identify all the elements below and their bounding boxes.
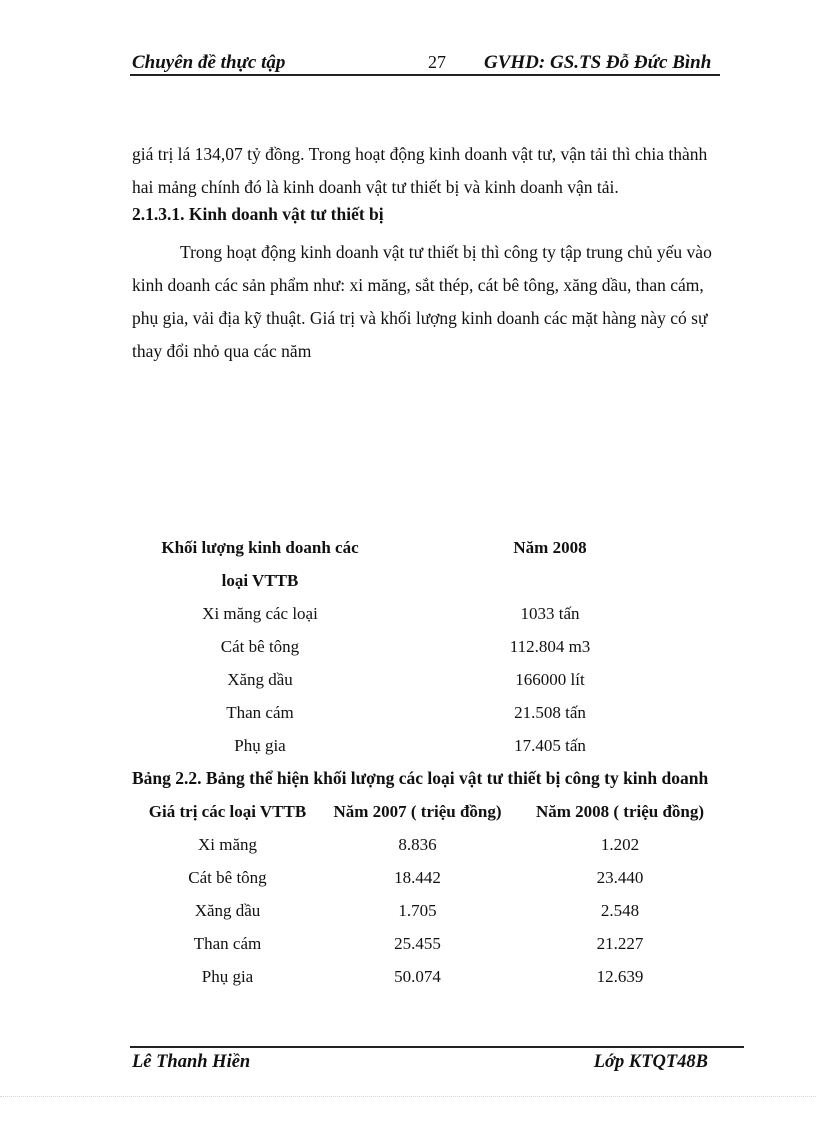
value-2007: 50.074 bbox=[394, 967, 441, 986]
volume-item: Cát bê tông bbox=[220, 637, 300, 656]
volume-item: Xi măng các loại bbox=[202, 604, 318, 623]
value-item: Phụ gia bbox=[201, 967, 254, 986]
volume-item: Than cám bbox=[226, 703, 294, 722]
page-header bbox=[130, 50, 720, 76]
page-number: 27 bbox=[428, 52, 446, 72]
volume-value: 112.804 m3 bbox=[509, 637, 591, 656]
volume-header-line2: loại VTTB bbox=[221, 571, 299, 590]
paragraph-line: hai mảng chính đó là kinh doanh vật tư thiết bị và kinh doanh vận tải. bbox=[132, 177, 619, 197]
value-2007: 1.705 bbox=[398, 901, 437, 920]
value-2007: 8.836 bbox=[398, 835, 437, 854]
value-header-2007: Năm 2007 ( triệu đồng) bbox=[333, 802, 502, 821]
paragraph-business bbox=[132, 236, 742, 368]
paragraph-line: phụ gia, vải địa kỹ thuật. Giá trị và khối lượng kinh doanh các mặt hàng này có sự bbox=[132, 308, 708, 328]
value-2008: 1.202 bbox=[600, 835, 640, 854]
value-2008: 21.227 bbox=[596, 934, 644, 953]
paragraph-line: giá trị lá 134,07 tỷ đồng. Trong hoạt động kinh doanh vật tư, vận tải thì chia thành bbox=[132, 144, 708, 164]
volume-item: Phụ gia bbox=[234, 736, 286, 755]
value-item: Xi măng bbox=[197, 835, 258, 854]
value-2008: 12.639 bbox=[596, 967, 644, 986]
value-2008: 23.440 bbox=[596, 868, 644, 887]
volume-value: 21.508 tấn bbox=[514, 703, 586, 722]
value-item: Cát bê tông bbox=[188, 868, 267, 887]
footer-author: Lê Thanh Hiền bbox=[132, 1052, 251, 1072]
volume-header-line1: Khối lượng kinh doanh các bbox=[161, 538, 359, 557]
volume-item: Xăng dầu bbox=[227, 670, 293, 689]
value-item: Xăng dầu bbox=[194, 901, 261, 920]
value-2008: 2.548 bbox=[600, 901, 640, 920]
value-item: Than cám bbox=[193, 934, 262, 953]
value-2007: 18.442 bbox=[394, 868, 441, 887]
paragraph-intro bbox=[132, 138, 742, 204]
value-header-item: Giá trị các loại VTTB bbox=[148, 802, 307, 821]
footer-class: Lớp KTQT48B bbox=[593, 1052, 708, 1072]
table-caption: Bảng 2.2. Bảng thể hiện khối lượng các loại vật tư thiết bị công ty kinh doanh bbox=[132, 768, 709, 788]
paragraph-line: kinh doanh các sản phẩm như: xi măng, sắt thép, cát bê tông, xăng dầu, than cám, bbox=[132, 275, 704, 295]
paragraph-line: Trong hoạt động kinh doanh vật tư thiết bị thì công ty tập trung chủ yếu vào bbox=[180, 242, 712, 262]
page-footer bbox=[130, 1046, 744, 1072]
header-advisor: GVHD: GS.TS Đỗ Đức Bình bbox=[484, 52, 712, 73]
paragraph-line: thay đổi nhỏ qua các năm bbox=[132, 341, 312, 361]
value-header-2008: Năm 2008 ( triệu đồng) bbox=[535, 802, 705, 821]
volume-header-year: Năm 2008 bbox=[513, 538, 587, 557]
section-heading: 2.1.3.1. Kinh doanh vật tư thiết bị bbox=[132, 204, 384, 224]
volume-value: 17.405 tấn bbox=[514, 736, 586, 755]
volume-value: 166000 lít bbox=[515, 670, 585, 689]
volume-value: 1033 tấn bbox=[520, 604, 580, 623]
page-edge-divider bbox=[0, 1096, 816, 1097]
header-title: Chuyên đề thực tập bbox=[132, 52, 286, 73]
value-2007: 25.455 bbox=[394, 934, 441, 953]
